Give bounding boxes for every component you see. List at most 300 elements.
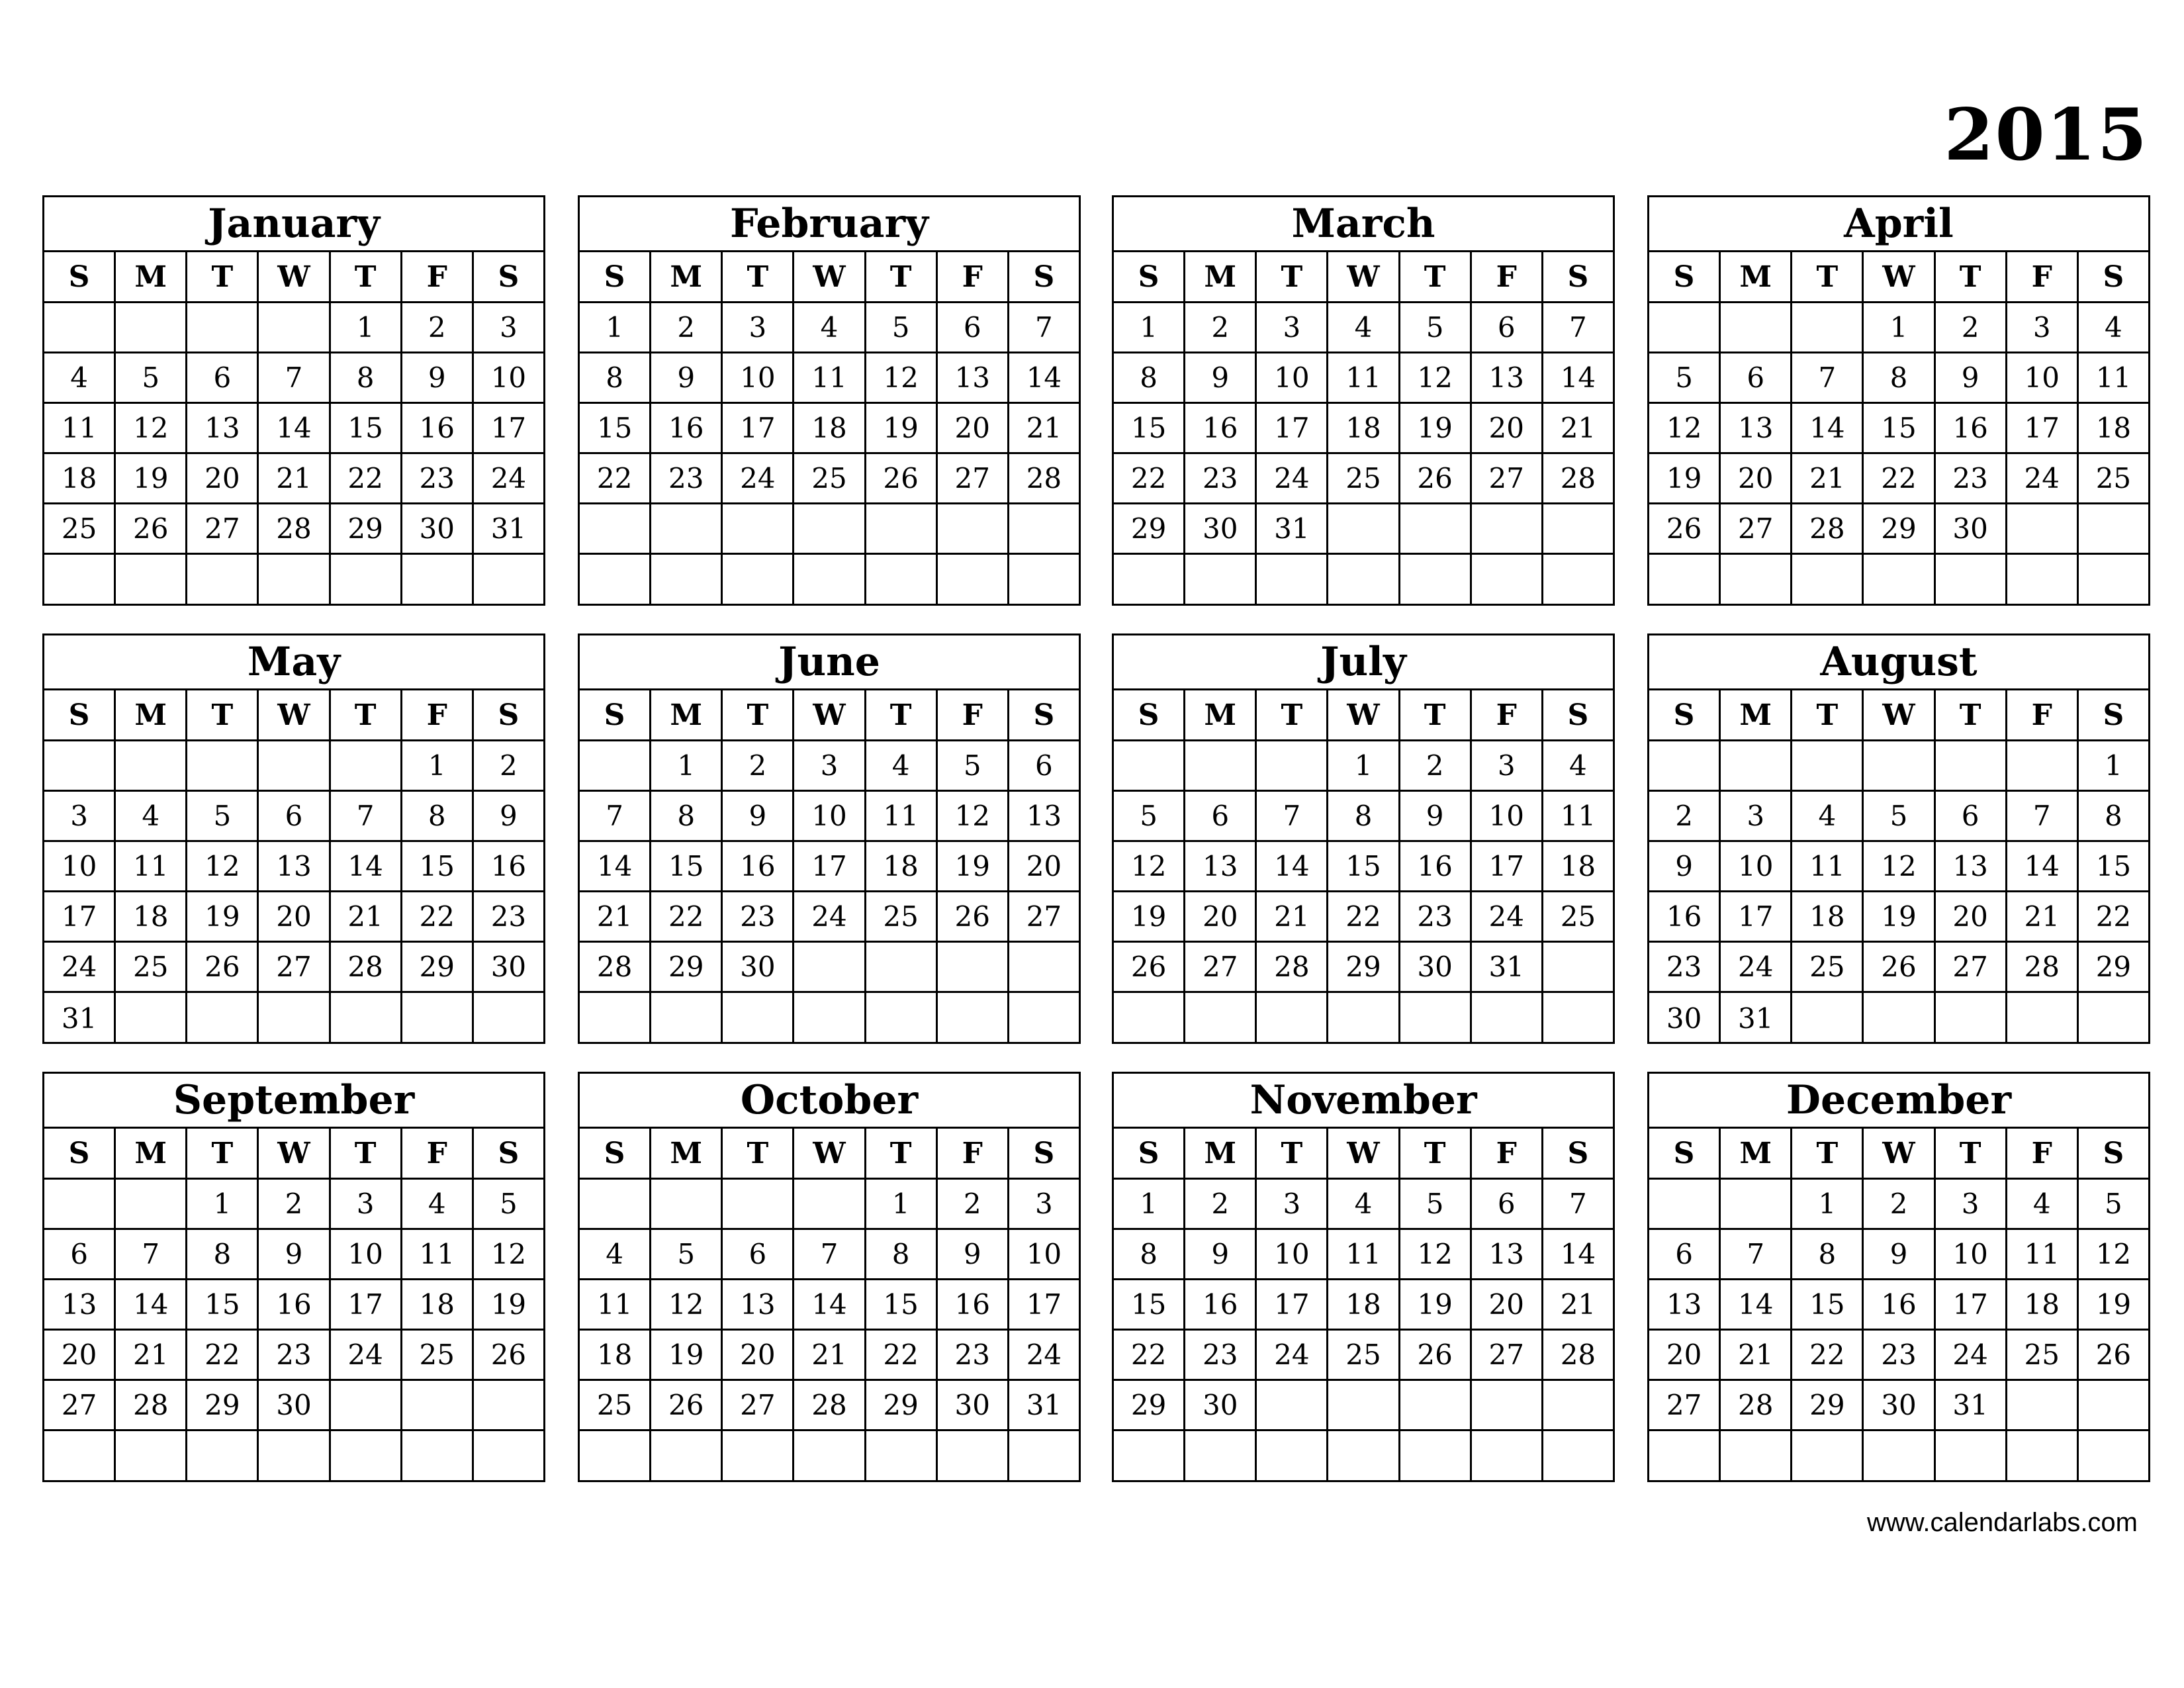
day-cell bbox=[1185, 555, 1257, 605]
week-row bbox=[1649, 454, 2148, 504]
day-cell: 20 bbox=[1185, 892, 1257, 941]
day-cell: 1 bbox=[1328, 741, 1400, 790]
month-october bbox=[578, 1072, 1081, 1482]
day-cell: 14 bbox=[794, 1280, 866, 1329]
day-cell: 21 bbox=[331, 892, 402, 941]
day-cell bbox=[1864, 993, 1935, 1043]
day-cell bbox=[1257, 1431, 1328, 1481]
day-cell bbox=[794, 504, 866, 553]
weekday-label: T bbox=[331, 690, 402, 739]
day-cell bbox=[1936, 741, 2007, 790]
month-title: October bbox=[580, 1074, 1079, 1129]
weekday-label: W bbox=[794, 1129, 866, 1178]
weekday-label: T bbox=[331, 252, 402, 301]
day-cell: 30 bbox=[1936, 504, 2007, 553]
day-cell bbox=[474, 555, 543, 605]
month-title: July bbox=[1114, 635, 1613, 690]
day-cell: 19 bbox=[938, 842, 1009, 890]
weekday-label: M bbox=[116, 252, 187, 301]
day-cell bbox=[331, 1431, 402, 1481]
day-cell: 19 bbox=[651, 1331, 723, 1379]
day-cell bbox=[1721, 1180, 1792, 1228]
day-cell: 27 bbox=[187, 504, 259, 553]
day-cell: 18 bbox=[402, 1280, 474, 1329]
day-cell: 3 bbox=[1257, 303, 1328, 352]
month-june bbox=[578, 633, 1081, 1044]
week-row bbox=[44, 943, 543, 993]
week-row bbox=[44, 842, 543, 892]
weekday-label: M bbox=[1721, 252, 1792, 301]
week-row bbox=[1114, 1280, 1613, 1331]
week-row bbox=[44, 303, 543, 353]
day-cell: 1 bbox=[1114, 303, 1185, 352]
day-cell: 2 bbox=[723, 741, 794, 790]
day-cell bbox=[1543, 993, 1613, 1043]
day-cell: 7 bbox=[1721, 1230, 1792, 1278]
day-cell: 23 bbox=[651, 454, 723, 502]
week-row bbox=[1114, 555, 1613, 605]
day-cell: 24 bbox=[1721, 943, 1792, 991]
day-cell: 1 bbox=[1114, 1180, 1185, 1228]
weekday-label: S bbox=[44, 1129, 116, 1178]
weekday-label: S bbox=[44, 690, 116, 739]
day-cell bbox=[1400, 1381, 1472, 1429]
day-cell: 3 bbox=[1257, 1180, 1328, 1228]
day-cell: 1 bbox=[580, 303, 651, 352]
day-cell: 26 bbox=[1400, 454, 1472, 502]
day-cell: 3 bbox=[723, 303, 794, 352]
week-row bbox=[580, 741, 1079, 792]
week-row bbox=[580, 993, 1079, 1043]
day-cell: 29 bbox=[1328, 943, 1400, 991]
day-cell bbox=[1792, 993, 1864, 1043]
day-cell: 11 bbox=[402, 1230, 474, 1278]
day-cell: 6 bbox=[1472, 303, 1543, 352]
day-cell: 17 bbox=[794, 842, 866, 890]
week-row bbox=[44, 892, 543, 943]
day-cell: 1 bbox=[187, 1180, 259, 1228]
day-cell bbox=[1472, 1431, 1543, 1481]
week-row bbox=[44, 1331, 543, 1381]
day-cell bbox=[723, 993, 794, 1043]
day-cell: 24 bbox=[723, 454, 794, 502]
day-cell: 10 bbox=[1026, 1238, 1062, 1270]
day-cell: 27 bbox=[1936, 943, 2007, 991]
day-cell: 20 bbox=[44, 1331, 116, 1379]
week-row bbox=[44, 1280, 543, 1331]
weekday-label: T bbox=[723, 690, 794, 739]
day-cell: 1 bbox=[402, 741, 474, 790]
day-cell: 7 bbox=[331, 792, 402, 840]
day-cell bbox=[1328, 1381, 1400, 1429]
day-cell bbox=[402, 993, 474, 1043]
day-cell bbox=[1009, 555, 1079, 605]
week-row bbox=[580, 1230, 1079, 1280]
day-cell: 11 bbox=[2007, 1230, 2079, 1278]
week-row bbox=[580, 504, 1079, 555]
day-cell: 31 bbox=[490, 512, 527, 545]
weekday-header-row bbox=[44, 690, 543, 741]
day-cell: 4 bbox=[1328, 303, 1400, 352]
day-cell: 1 bbox=[331, 303, 402, 352]
day-cell: 8 bbox=[1792, 1230, 1864, 1278]
weekday-label: T bbox=[723, 252, 794, 301]
week-row bbox=[1649, 892, 2148, 943]
day-cell: 5 bbox=[1649, 353, 1721, 402]
month-title: December bbox=[1649, 1074, 2148, 1129]
day-cell: 7 bbox=[2007, 792, 2079, 840]
day-cell bbox=[1543, 1431, 1613, 1481]
weekday-label: S bbox=[1114, 1129, 1185, 1178]
day-cell: 23 bbox=[402, 454, 474, 502]
week-row bbox=[580, 1381, 1079, 1431]
week-row bbox=[44, 1431, 543, 1481]
day-cell: 9 bbox=[1936, 353, 2007, 402]
day-cell: 2 bbox=[500, 749, 518, 782]
day-cell: 25 bbox=[1328, 454, 1400, 502]
day-cell: 26 bbox=[651, 1381, 723, 1429]
day-cell: 18 bbox=[2007, 1280, 2079, 1329]
month-title: April bbox=[1649, 197, 2148, 252]
week-row bbox=[1649, 1431, 2148, 1481]
week-row bbox=[580, 792, 1079, 842]
day-cell bbox=[1328, 993, 1400, 1043]
day-cell: 26 bbox=[938, 892, 1009, 941]
week-row bbox=[44, 1180, 543, 1230]
day-cell: 22 bbox=[1114, 454, 1185, 502]
day-cell: 21 bbox=[259, 454, 330, 502]
day-cell: 27 bbox=[259, 943, 330, 991]
day-cell: 23 bbox=[1400, 892, 1472, 941]
day-cell: 22 bbox=[331, 454, 402, 502]
day-cell: 16 bbox=[1936, 404, 2007, 452]
weekday-label: W bbox=[1328, 1129, 1400, 1178]
week-row bbox=[1114, 892, 1613, 943]
day-cell: 26 bbox=[1400, 1331, 1472, 1379]
weekday-header-row bbox=[580, 1129, 1079, 1180]
day-cell bbox=[474, 1431, 543, 1481]
weekday-label: S bbox=[580, 1129, 651, 1178]
week-row bbox=[1114, 943, 1613, 993]
day-cell: 23 bbox=[490, 900, 527, 933]
week-row bbox=[1114, 1431, 1613, 1481]
day-cell: 15 bbox=[1792, 1280, 1864, 1329]
week-row bbox=[1649, 504, 2148, 555]
day-cell: 19 bbox=[187, 892, 259, 941]
day-cell: 8 bbox=[1114, 353, 1185, 402]
day-cell: 13 bbox=[187, 404, 259, 452]
day-cell bbox=[1185, 993, 1257, 1043]
day-cell: 28 bbox=[1560, 1338, 1596, 1371]
weekday-header-row bbox=[44, 252, 543, 303]
day-cell bbox=[1543, 555, 1613, 605]
weekday-label: W bbox=[1864, 252, 1935, 301]
day-cell: 23 bbox=[723, 892, 794, 941]
day-cell: 1 bbox=[651, 741, 723, 790]
week-row bbox=[580, 454, 1079, 504]
weekday-label: W bbox=[1864, 690, 1935, 739]
day-cell: 16 bbox=[1649, 892, 1721, 941]
day-cell: 14 bbox=[2007, 842, 2079, 890]
day-cell: 12 bbox=[116, 404, 187, 452]
day-cell: 20 bbox=[1649, 1331, 1721, 1379]
day-cell: 30 bbox=[723, 943, 794, 991]
day-cell bbox=[580, 504, 651, 553]
day-cell: 12 bbox=[1114, 842, 1185, 890]
day-cell: 26 bbox=[1114, 943, 1185, 991]
day-cell bbox=[2079, 555, 2148, 605]
day-cell: 30 bbox=[938, 1381, 1009, 1429]
day-cell: 21 bbox=[1257, 892, 1328, 941]
day-cell: 19 bbox=[1649, 454, 1721, 502]
month-january bbox=[42, 195, 545, 606]
day-cell: 22 bbox=[866, 1331, 938, 1379]
day-cell: 4 bbox=[794, 303, 866, 352]
day-cell: 30 bbox=[1649, 993, 1721, 1043]
week-row bbox=[1114, 1230, 1613, 1280]
day-cell: 16 bbox=[402, 404, 474, 452]
day-cell: 22 bbox=[580, 454, 651, 502]
day-cell: 25 bbox=[866, 892, 938, 941]
day-cell: 18 bbox=[1560, 850, 1596, 882]
day-cell: 21 bbox=[794, 1331, 866, 1379]
day-cell: 28 bbox=[331, 943, 402, 991]
day-cell: 12 bbox=[1400, 1230, 1472, 1278]
day-cell: 5 bbox=[866, 303, 938, 352]
weekday-label: T bbox=[866, 690, 938, 739]
day-cell bbox=[2007, 1381, 2079, 1429]
day-cell: 23 bbox=[1649, 943, 1721, 991]
day-cell bbox=[2007, 504, 2079, 553]
day-cell: 25 bbox=[44, 504, 116, 553]
day-cell bbox=[1400, 1431, 1472, 1481]
day-cell bbox=[474, 1381, 543, 1429]
day-cell bbox=[1543, 1381, 1613, 1429]
day-cell: 12 bbox=[1400, 353, 1472, 402]
month-march bbox=[1112, 195, 1615, 606]
weekday-label: W bbox=[1864, 1129, 1935, 1178]
day-cell: 26 bbox=[187, 943, 259, 991]
day-cell: 2 bbox=[651, 303, 723, 352]
day-cell: 22 bbox=[1864, 454, 1935, 502]
day-cell bbox=[1649, 1431, 1721, 1481]
week-row bbox=[1114, 1180, 1613, 1230]
weekday-label: T bbox=[1400, 690, 1472, 739]
day-cell: 28 bbox=[1721, 1381, 1792, 1429]
day-cell: 15 bbox=[2095, 850, 2132, 882]
day-cell: 16 bbox=[938, 1280, 1009, 1329]
weekday-header-row bbox=[1649, 690, 2148, 741]
day-cell: 10 bbox=[1936, 1230, 2007, 1278]
day-cell: 5 bbox=[500, 1188, 518, 1220]
day-cell bbox=[1543, 504, 1613, 553]
weekday-label: W bbox=[794, 690, 866, 739]
day-cell: 23 bbox=[938, 1331, 1009, 1379]
day-cell bbox=[187, 303, 259, 352]
week-row bbox=[1114, 1331, 1613, 1381]
month-december bbox=[1647, 1072, 2150, 1482]
day-cell: 9 bbox=[651, 353, 723, 402]
day-cell bbox=[1009, 1431, 1079, 1481]
day-cell: 4 bbox=[580, 1230, 651, 1278]
day-cell: 1 bbox=[1864, 303, 1935, 352]
day-cell: 20 bbox=[259, 892, 330, 941]
week-row bbox=[1114, 404, 1613, 454]
day-cell: 16 bbox=[490, 850, 527, 882]
weekday-label: M bbox=[1185, 690, 1257, 739]
day-cell: 11 bbox=[1328, 353, 1400, 402]
weekday-label: T bbox=[1400, 1129, 1472, 1178]
day-cell: 5 bbox=[938, 741, 1009, 790]
day-cell bbox=[116, 1180, 187, 1228]
day-cell: 30 bbox=[1185, 504, 1257, 553]
day-cell: 11 bbox=[866, 792, 938, 840]
day-cell: 6 bbox=[723, 1230, 794, 1278]
day-cell: 2 bbox=[1400, 741, 1472, 790]
day-cell: 4 bbox=[1328, 1180, 1400, 1228]
month-july bbox=[1112, 633, 1615, 1044]
day-cell bbox=[2007, 555, 2079, 605]
weekday-label: M bbox=[1721, 1129, 1792, 1178]
week-row bbox=[580, 1280, 1079, 1331]
day-cell: 13 bbox=[44, 1280, 116, 1329]
month-title: September bbox=[44, 1074, 543, 1129]
day-cell bbox=[1472, 1381, 1543, 1429]
day-cell bbox=[2007, 993, 2079, 1043]
day-cell: 30 bbox=[402, 504, 474, 553]
day-cell bbox=[187, 555, 259, 605]
day-cell bbox=[723, 1431, 794, 1481]
day-cell: 14 bbox=[1560, 1238, 1596, 1270]
day-cell: 14 bbox=[1792, 404, 1864, 452]
weekday-label: S bbox=[580, 690, 651, 739]
day-cell: 29 bbox=[331, 504, 402, 553]
month-september bbox=[42, 1072, 545, 1482]
week-row bbox=[44, 792, 543, 842]
weekday-label: F bbox=[938, 690, 1009, 739]
day-cell: 7 bbox=[1569, 1188, 1587, 1220]
day-cell: 11 bbox=[1792, 842, 1864, 890]
day-cell bbox=[44, 1180, 116, 1228]
weekday-label: S bbox=[44, 252, 116, 301]
day-cell: 17 bbox=[723, 404, 794, 452]
day-cell: 22 bbox=[1114, 1331, 1185, 1379]
day-cell: 14 bbox=[1560, 361, 1596, 394]
day-cell: 21 bbox=[2007, 892, 2079, 941]
day-cell: 29 bbox=[187, 1381, 259, 1429]
weekday-label: F bbox=[402, 690, 474, 739]
day-cell: 10 bbox=[490, 361, 527, 394]
day-cell: 17 bbox=[1472, 842, 1543, 890]
year-title: 2015 bbox=[1944, 93, 2148, 177]
day-cell bbox=[474, 993, 543, 1043]
day-cell: 25 bbox=[794, 454, 866, 502]
weekday-header-row bbox=[1649, 1129, 2148, 1180]
weekday-label: F bbox=[402, 252, 474, 301]
day-cell: 19 bbox=[1864, 892, 1935, 941]
day-cell: 24 bbox=[44, 943, 116, 991]
day-cell: 13 bbox=[1472, 1230, 1543, 1278]
day-cell: 11 bbox=[1328, 1230, 1400, 1278]
day-cell: 29 bbox=[2095, 951, 2132, 983]
day-cell: 14 bbox=[259, 404, 330, 452]
day-cell: 8 bbox=[651, 792, 723, 840]
day-cell bbox=[651, 993, 723, 1043]
day-cell bbox=[187, 993, 259, 1043]
day-cell: 18 bbox=[1328, 1280, 1400, 1329]
week-row bbox=[1649, 303, 2148, 353]
day-cell: 3 bbox=[331, 1180, 402, 1228]
day-cell: 15 bbox=[1328, 842, 1400, 890]
day-cell: 6 bbox=[44, 1230, 116, 1278]
day-cell bbox=[1400, 993, 1472, 1043]
day-cell bbox=[1400, 555, 1472, 605]
day-cell: 29 bbox=[1114, 504, 1185, 553]
week-row bbox=[580, 404, 1079, 454]
day-cell: 10 bbox=[44, 842, 116, 890]
day-cell: 24 bbox=[1257, 454, 1328, 502]
day-cell: 16 bbox=[1185, 1280, 1257, 1329]
day-cell: 11 bbox=[794, 353, 866, 402]
day-cell: 25 bbox=[2007, 1331, 2079, 1379]
day-cell: 13 bbox=[1185, 842, 1257, 890]
day-cell bbox=[938, 1431, 1009, 1481]
week-row bbox=[1649, 1280, 2148, 1331]
weekday-header-row bbox=[580, 252, 1079, 303]
day-cell: 1 bbox=[1792, 1180, 1864, 1228]
day-cell: 10 bbox=[2007, 353, 2079, 402]
day-cell: 4 bbox=[1792, 792, 1864, 840]
day-cell: 3 bbox=[1035, 1188, 1053, 1220]
day-cell bbox=[866, 504, 938, 553]
weekday-label: T bbox=[1936, 690, 2007, 739]
day-cell bbox=[2007, 1431, 2079, 1481]
day-cell: 20 bbox=[1472, 404, 1543, 452]
day-cell: 9 bbox=[1400, 792, 1472, 840]
day-cell bbox=[331, 1381, 402, 1429]
day-cell: 27 bbox=[44, 1381, 116, 1429]
weekday-header-row bbox=[1114, 252, 1613, 303]
weekday-label: F bbox=[938, 252, 1009, 301]
day-cell: 27 bbox=[938, 454, 1009, 502]
day-cell bbox=[1114, 741, 1185, 790]
day-cell: 6 bbox=[1721, 353, 1792, 402]
day-cell: 7 bbox=[794, 1230, 866, 1278]
week-row bbox=[1114, 993, 1613, 1043]
footer-url: www.calendarlabs.com bbox=[1866, 1508, 2138, 1537]
weekday-label: F bbox=[2007, 690, 2079, 739]
weekday-label: F bbox=[1472, 1129, 1543, 1178]
day-cell bbox=[187, 1431, 259, 1481]
day-cell: 29 bbox=[866, 1381, 938, 1429]
day-cell: 13 bbox=[723, 1280, 794, 1329]
day-cell: 5 bbox=[1864, 792, 1935, 840]
day-cell: 5 bbox=[116, 353, 187, 402]
day-cell bbox=[116, 555, 187, 605]
day-cell: 9 bbox=[1864, 1230, 1935, 1278]
day-cell bbox=[1328, 1431, 1400, 1481]
day-cell: 29 bbox=[402, 943, 474, 991]
day-cell: 28 bbox=[1560, 462, 1596, 494]
weekday-label: W bbox=[259, 252, 330, 301]
week-row bbox=[580, 1331, 1079, 1381]
day-cell: 16 bbox=[651, 404, 723, 452]
weekday-header-row bbox=[1114, 1129, 1613, 1180]
day-cell bbox=[1721, 555, 1792, 605]
day-cell bbox=[651, 555, 723, 605]
week-row bbox=[1114, 741, 1613, 792]
day-cell: 3 bbox=[794, 741, 866, 790]
